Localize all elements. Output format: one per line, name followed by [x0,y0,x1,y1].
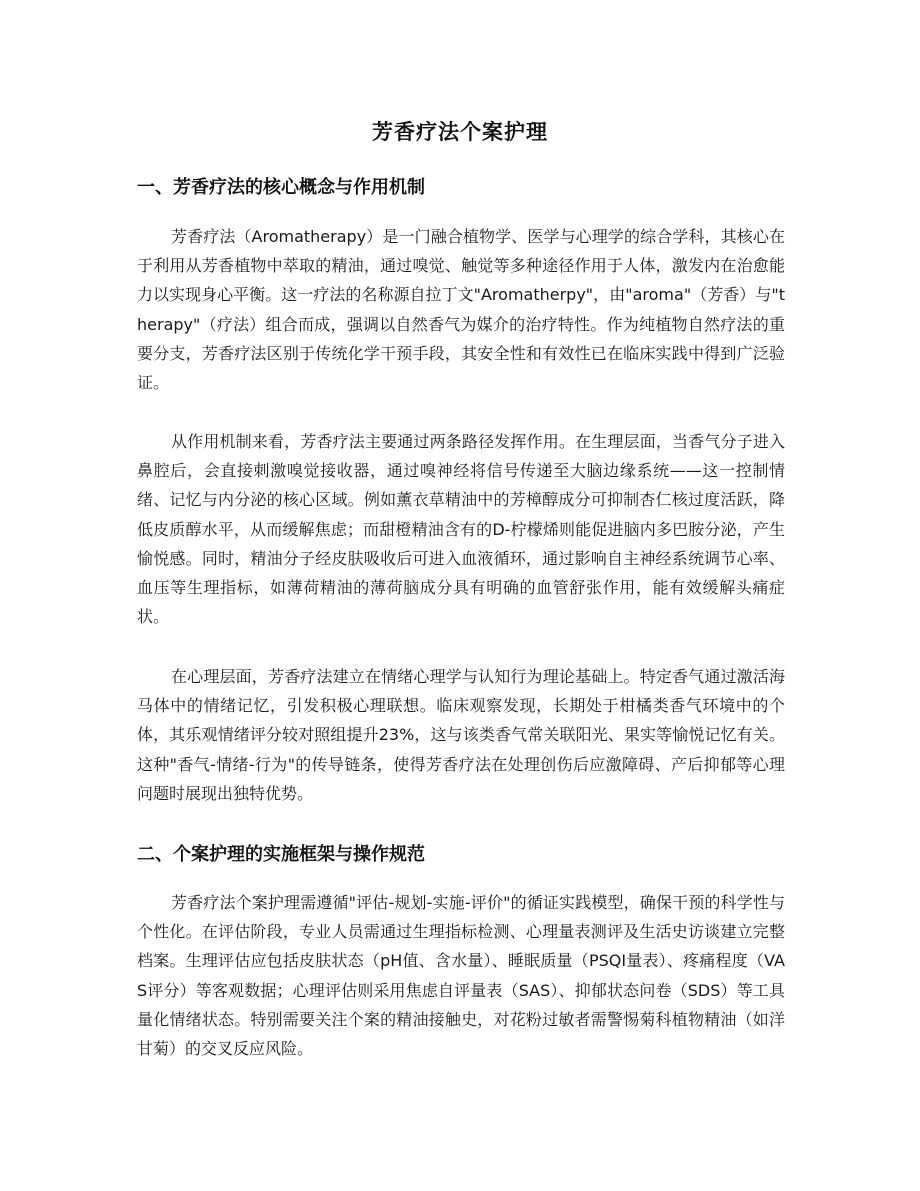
paragraph-1: 芳香疗法（Aromatherapy）是一门融合植物学、医学与心理学的综合学科，其核心在于利用从芳香植物中萃取的精油，通过嗅觉、触觉等多种途径作用于人体，激发内在治愈能力以实现身心平衡。这一疗法的名称源自拉丁文"Aromatherpy"，由"aroma"（芳香）与"therapy"（疗法）组合而成，强调以自然香气为媒介的治疗特性。作为纯植物自然疗法的重要分支，芳香疗法区别于传统化学干预手段，其安全性和有效性已在临床实践中得到广泛验证。 [137,227,785,393]
document-title: 芳香疗法个案护理 [372,120,548,144]
paragraph-2: 从作用机制来看，芳香疗法主要通过两条路径发挥作用。在生理层面，当香气分子进入鼻腔后，会直接刺激嗅觉接收器，通过嗅神经将信号传递至大脑边缘系统——这一控制情绪、记忆与内分泌的核心区域。例如薰衣草精油中的芳樟醇成分可抑制杏仁核过度活跃，降低皮质醇水平，从而缓解焦虑；而甜橙精油含有的D-柠檬烯则能促进脑内多巴胺分泌，产生愉悦感。同时，精油分子经皮肤吸收后可进入血液循环，通过影响自主神经系统调节心率、血压等生理指标，如薄荷精油的薄荷脑成分具有明确的血管舒张作用，能有效缓解头痛症状。 [137,432,785,627]
paragraph-3: 在心理层面，芳香疗法建立在情绪心理学与认知行为理论基础上。特定香气通过激活海马体中的情绪记忆，引发积极心理联想。临床观察发现，长期处于柑橘类香气环境中的个体，其乐观情绪评分较对照组提升23%，这与该类香气常关联阳光、果实等愉悦记忆有关。这种"香气-情绪-行为"的传导链条，使得芳香疗法在处理创伤后应激障碍、产后抑郁等心理问题时展现出独特优势。 [137,667,785,803]
section-heading-2: 二、个案护理的实施框架与操作规范 [137,844,425,865]
paragraph-4: 芳香疗法个案护理需遵循"评估-规划-实施-评价"的循证实践模型，确保干预的科学性与个性化。在评估阶段，专业人员需通过生理指标检测、心理量表测评及生活史访谈建立完整档案。生理评估应包括皮肤状态（pH值、含水量）、睡眠质量（PSQI量表）、疼痛程度（VAS评分）等客观数据；心理评估则采用焦虑自评量表（SAS）、抑郁状态问卷（SDS）等工具量化情绪状态。特别需要关注个案的精油接触史，对花粉过敏者需警惕菊科植物精油（如洋甘菊）的交叉反应风险。 [137,893,785,1059]
section-heading-1: 一、芳香疗法的核心概念与作用机制 [137,177,425,198]
